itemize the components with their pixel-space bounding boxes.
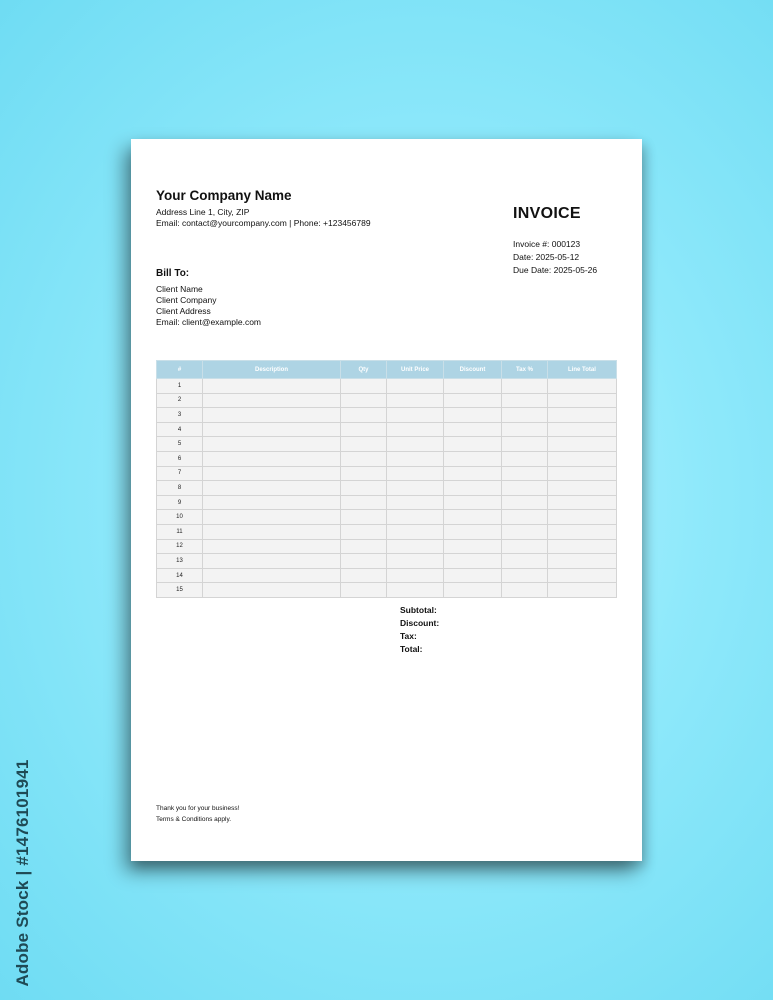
table-cell	[341, 524, 387, 539]
table-row	[157, 495, 617, 510]
total-label: Total:	[400, 644, 423, 654]
table-cell	[502, 583, 548, 598]
tax-label: Tax:	[400, 631, 417, 641]
discount-label: Discount:	[400, 618, 440, 628]
table-cell	[444, 539, 502, 554]
table-cell	[548, 481, 617, 496]
table-cell	[548, 524, 617, 539]
table-cell	[502, 554, 548, 569]
column-header-unit-price: Unit Price	[387, 361, 444, 379]
table-row	[157, 393, 617, 408]
table-row	[157, 524, 617, 539]
table-cell	[341, 495, 387, 510]
column-header-tax: Tax %	[502, 361, 548, 379]
table-cell	[341, 393, 387, 408]
invoice-date: Date: 2025-05-12	[513, 252, 580, 262]
table-cell	[502, 422, 548, 437]
table-cell	[502, 510, 548, 525]
table-cell	[444, 422, 502, 437]
table-cell	[502, 379, 548, 394]
table-cell	[341, 451, 387, 466]
table-cell	[502, 481, 548, 496]
terms-note: Terms & Conditions apply.	[156, 816, 232, 823]
invoice-paper	[131, 139, 642, 861]
table-cell	[203, 510, 341, 525]
row-number: 5	[157, 437, 203, 452]
line-items-table	[156, 360, 617, 598]
table-cell	[502, 437, 548, 452]
row-number: 15	[157, 583, 203, 598]
table-cell	[387, 481, 444, 496]
table-cell	[548, 539, 617, 554]
table-cell	[502, 466, 548, 481]
table-row	[157, 451, 617, 466]
table-cell	[341, 539, 387, 554]
table-cell	[203, 379, 341, 394]
row-number: 1	[157, 379, 203, 394]
client-address: Client Address	[156, 306, 211, 316]
table-cell	[502, 495, 548, 510]
table-cell	[444, 393, 502, 408]
row-number: 9	[157, 495, 203, 510]
table-cell	[548, 451, 617, 466]
table-cell	[203, 437, 341, 452]
table-cell	[341, 510, 387, 525]
client-company: Client Company	[156, 295, 217, 305]
table-row	[157, 408, 617, 423]
invoice-number: Invoice #: 000123	[513, 239, 581, 249]
table-cell	[444, 466, 502, 481]
table-row	[157, 437, 617, 452]
column-header-discount: Discount	[444, 361, 502, 379]
table-cell	[203, 393, 341, 408]
table-header-row	[157, 361, 617, 379]
column-header-number: #	[157, 361, 203, 379]
table-cell	[387, 539, 444, 554]
table-cell	[444, 379, 502, 394]
table-cell	[387, 568, 444, 583]
table-cell	[502, 568, 548, 583]
table-cell	[548, 495, 617, 510]
client-email: Email: client@example.com	[156, 317, 261, 327]
table-cell	[387, 495, 444, 510]
table-cell	[444, 554, 502, 569]
table-cell	[444, 583, 502, 598]
invoice-title: INVOICE	[513, 205, 581, 222]
table-cell	[444, 524, 502, 539]
table-row	[157, 422, 617, 437]
row-number: 4	[157, 422, 203, 437]
table-cell	[203, 481, 341, 496]
table-cell	[444, 481, 502, 496]
table-cell	[341, 466, 387, 481]
row-number: 6	[157, 451, 203, 466]
table-row	[157, 568, 617, 583]
column-header-line-total: Line Total	[548, 361, 617, 379]
table-cell	[548, 554, 617, 569]
row-number: 7	[157, 466, 203, 481]
table-cell	[548, 422, 617, 437]
row-number: 14	[157, 568, 203, 583]
table-cell	[444, 437, 502, 452]
subtotal-label: Subtotal:	[400, 605, 437, 615]
table-cell	[387, 554, 444, 569]
table-cell	[444, 408, 502, 423]
table-cell	[502, 524, 548, 539]
row-number: 11	[157, 524, 203, 539]
table-cell	[387, 466, 444, 481]
table-cell	[203, 524, 341, 539]
table-row	[157, 583, 617, 598]
table-cell	[341, 379, 387, 394]
table-row	[157, 379, 617, 394]
table-cell	[341, 481, 387, 496]
row-number: 10	[157, 510, 203, 525]
table-cell	[444, 568, 502, 583]
table-cell	[548, 408, 617, 423]
table-cell	[203, 554, 341, 569]
table-cell	[444, 510, 502, 525]
row-number: 13	[157, 554, 203, 569]
table-cell	[502, 393, 548, 408]
table-cell	[387, 583, 444, 598]
table-row	[157, 510, 617, 525]
table-cell	[203, 466, 341, 481]
row-number: 3	[157, 408, 203, 423]
table-cell	[203, 583, 341, 598]
invoice-due-date: Due Date: 2025-05-26	[513, 265, 598, 275]
table-cell	[387, 422, 444, 437]
table-cell	[502, 408, 548, 423]
table-cell	[548, 510, 617, 525]
thank-you-note: Thank you for your business!	[156, 805, 240, 812]
table-row	[157, 539, 617, 554]
table-cell	[387, 408, 444, 423]
table-cell	[341, 437, 387, 452]
company-name: Your Company Name	[156, 188, 292, 203]
client-name: Client Name	[156, 284, 203, 294]
bill-to-heading: Bill To:	[156, 268, 190, 279]
table-cell	[203, 408, 341, 423]
table-cell	[548, 568, 617, 583]
table-cell	[387, 379, 444, 394]
table-cell	[203, 422, 341, 437]
table-cell	[444, 495, 502, 510]
table-cell	[203, 495, 341, 510]
column-header-qty: Qty	[341, 361, 387, 379]
table-cell	[203, 539, 341, 554]
table-cell	[387, 393, 444, 408]
table-cell	[548, 393, 617, 408]
table-cell	[387, 524, 444, 539]
table-cell	[387, 451, 444, 466]
row-number: 2	[157, 393, 203, 408]
table-cell	[341, 554, 387, 569]
table-cell	[203, 451, 341, 466]
table-cell	[387, 510, 444, 525]
table-cell	[341, 408, 387, 423]
column-header-description: Description	[203, 361, 341, 379]
table-cell	[341, 568, 387, 583]
table-row	[157, 554, 617, 569]
table-cell	[444, 451, 502, 466]
table-cell	[548, 437, 617, 452]
table-cell	[502, 451, 548, 466]
company-address: Address Line 1, City, ZIP	[156, 207, 250, 217]
table-cell	[502, 539, 548, 554]
table-cell	[341, 583, 387, 598]
stock-id-watermark	[12, 760, 34, 985]
company-contact: Email: contact@yourcompany.com | Phone: +123456789	[156, 218, 371, 228]
table-cell	[548, 379, 617, 394]
table-cell	[548, 583, 617, 598]
row-number: 8	[157, 481, 203, 496]
table-row	[157, 466, 617, 481]
table-cell	[548, 466, 617, 481]
stock-id-text: Adobe Stock | #1476101941	[13, 758, 32, 987]
table-cell	[341, 422, 387, 437]
table-row	[157, 481, 617, 496]
table-cell	[387, 437, 444, 452]
row-number: 12	[157, 539, 203, 554]
table-cell	[203, 568, 341, 583]
